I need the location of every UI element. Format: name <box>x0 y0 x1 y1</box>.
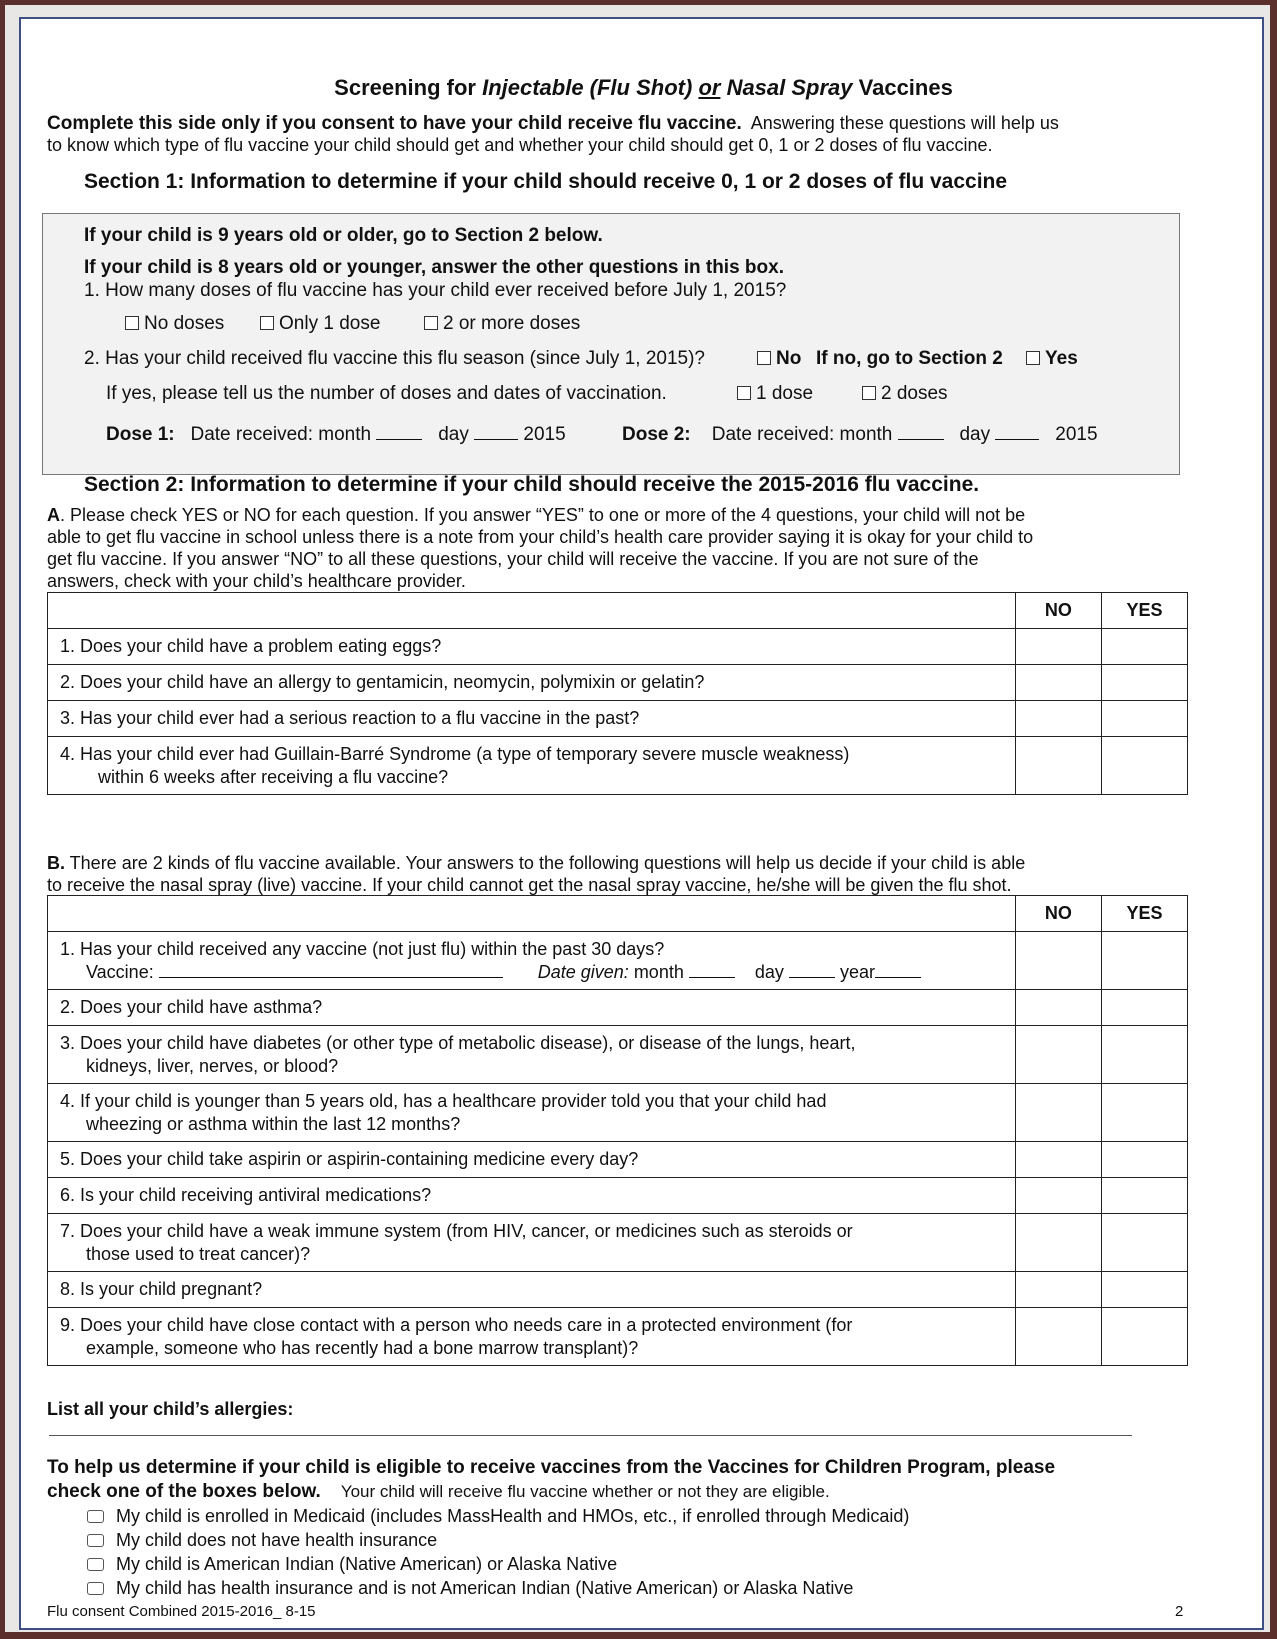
question-text: 2. Does your child have asthma? <box>48 990 1016 1026</box>
question-text: 2. Does your child have an allergy to gentamicin, neomycin, polymixin or gelatin? <box>48 665 1016 701</box>
checkbox-icon[interactable] <box>87 1510 104 1523</box>
table-row <box>48 665 1188 701</box>
date-given-day-field[interactable] <box>789 963 835 978</box>
vfc-option-no-insurance[interactable]: My child does not have health insurance <box>87 1530 437 1551</box>
question-text: 3. Does your child have diabetes (or other type of metabolic disease), or disease of the lungs, heart, kidneys, liver, nerves, or blood? <box>48 1026 1016 1084</box>
answer-no-cell[interactable] <box>1015 1026 1101 1084</box>
section-2-title: Section 2: Information to determine if your child should receive the 2015-2016 flu vaccine. <box>84 473 980 496</box>
table-row <box>48 1308 1188 1366</box>
vfc-heading-2: check one of the boxes below. Your child will receive flu vaccine whether or not they are eligible. <box>47 1481 830 1502</box>
question-text: 8. Is your child pregnant? <box>48 1272 1016 1308</box>
document-page <box>19 17 1264 1630</box>
answer-yes-cell[interactable] <box>1101 932 1187 990</box>
question-text: 5. Does your child take aspirin or aspirin-containing medicine every day? <box>48 1142 1016 1178</box>
answer-no-cell[interactable] <box>1015 1214 1101 1272</box>
question-text: 9. Does your child have close contact with a person who needs care in a protected environment (for example, someone who has recently had a bone marrow transplant)? <box>48 1308 1016 1366</box>
q2-yes-option[interactable]: Yes <box>1026 348 1078 370</box>
allergies-input-line[interactable] <box>49 1435 1132 1436</box>
vfc-heading-1: To help us determine if your child is eligible to receive vaccines from the Vaccines for Children Program, please <box>47 1457 1056 1478</box>
vaccine-name-field[interactable] <box>159 963 503 978</box>
dose-1-row: Dose 1: Date received: month day 2015 <box>106 424 566 445</box>
table-row <box>48 1084 1188 1142</box>
q1-option-only-1-dose[interactable]: Only 1 dose <box>260 313 380 335</box>
vfc-option-insured[interactable]: My child has health insurance and is not American Indian (Native American) or Alaska Native <box>87 1578 853 1599</box>
dose-2-row: Dose 2: Date received: month day 2015 <box>622 424 1098 445</box>
section-1-title: Section 1: Information to determine if your child should receive 0, 1 or 2 doses of flu vaccine <box>84 170 1008 193</box>
checkbox-icon[interactable] <box>862 386 876 400</box>
answer-no-cell[interactable] <box>1015 1308 1101 1366</box>
question-1-text: 1. How many doses of flu vaccine has your child ever received before July 1, 2015? <box>84 280 787 301</box>
table-row <box>48 932 1188 990</box>
footer-label: Flu consent Combined 2015-2016_ 8-15 <box>47 1603 316 1620</box>
question-text: 4. Has your child ever had Guillain-Barré Syndrome (a type of temporary severe muscle weakness) within 6 weeks after receiving a flu vaccine? <box>48 737 1016 795</box>
intro-line-2: to know which type of flu vaccine your child should get and whether your child should get 0, 1 or 2 doses of flu vaccine. <box>47 135 993 155</box>
part-a-text-4: answers, check with your child’s healthcare provider. <box>47 571 466 591</box>
question-text: 3. Has your child ever had a serious reaction to a flu vaccine in the past? <box>48 701 1016 737</box>
answer-no-cell[interactable] <box>1015 701 1101 737</box>
q2-no-option[interactable]: No <box>757 348 801 370</box>
header-blank <box>48 593 1016 629</box>
answer-no-cell[interactable] <box>1015 1142 1101 1178</box>
part-a-text-2: able to get flu vaccine in school unless there is a note from your child’s health care provider saying it is okay for your child to <box>47 527 1034 547</box>
dose2-month-field[interactable] <box>898 425 944 440</box>
checkbox-icon[interactable] <box>125 316 139 330</box>
answer-no-cell[interactable] <box>1015 737 1101 795</box>
answer-yes-cell[interactable] <box>1101 701 1187 737</box>
answer-no-cell[interactable] <box>1015 932 1101 990</box>
checkbox-icon[interactable] <box>737 386 751 400</box>
checkbox-icon[interactable] <box>424 316 438 330</box>
answer-yes-cell[interactable] <box>1101 629 1187 665</box>
answer-yes-cell[interactable] <box>1101 1178 1187 1214</box>
allergies-label: List all your child’s allergies: <box>47 1399 294 1419</box>
rule-9-older: If your child is 9 years old or older, go to Section 2 below. <box>84 225 603 246</box>
part-b-text-1: B. There are 2 kinds of flu vaccine available. Your answers to the following questions will help us decide if your child is able <box>47 853 1026 873</box>
header-no: NO <box>1015 593 1101 629</box>
question-text: 1. Does your child have a problem eating eggs? <box>48 629 1016 665</box>
dose1-month-field[interactable] <box>376 425 422 440</box>
q2-no-note: If no, go to Section 2 <box>816 348 1003 369</box>
table-row <box>48 990 1188 1026</box>
answer-no-cell[interactable] <box>1015 990 1101 1026</box>
table-row <box>48 737 1188 795</box>
answer-no-cell[interactable] <box>1015 629 1101 665</box>
table-b-header <box>48 896 1188 932</box>
question-text: 1. Has your child received any vaccine (not just flu) within the past 30 days? Vaccine: Date given: month day year <box>48 932 1016 990</box>
table-row <box>48 1178 1188 1214</box>
part-a-text-1: A. Please check YES or NO for each question. If you answer “YES” to one or more of the 4 questions, your child will not be <box>47 505 1026 525</box>
table-row <box>48 1272 1188 1308</box>
table-row <box>48 701 1188 737</box>
question-text: 4. If your child is younger than 5 years old, has a healthcare provider told you that your child had wheezing or asthma within the last 12 months? <box>48 1084 1016 1142</box>
dose1-day-field[interactable] <box>474 425 518 440</box>
vfc-option-medicaid[interactable]: My child is enrolled in Medicaid (includes MassHealth and HMOs, etc., if enrolled through Medicaid) <box>87 1506 909 1527</box>
header-blank <box>48 896 1016 932</box>
answer-no-cell[interactable] <box>1015 1272 1101 1308</box>
q2-2-doses-option[interactable]: 2 doses <box>862 383 948 405</box>
answer-no-cell[interactable] <box>1015 1084 1101 1142</box>
table-a-header <box>48 593 1188 629</box>
page-title: Screening for Injectable (Flu Shot) or Nasal Spray Vaccines <box>334 75 953 100</box>
page-number: 2 <box>1175 1603 1184 1620</box>
checkbox-icon[interactable] <box>757 351 771 365</box>
date-given-year-field[interactable] <box>875 963 921 978</box>
part-b-text-2: to receive the nasal spray (live) vaccine. If your child cannot get the nasal spray vaccine, he/she will be given the flu shot. <box>47 875 1012 895</box>
vfc-option-native[interactable]: My child is American Indian (Native American) or Alaska Native <box>87 1554 617 1575</box>
answer-no-cell[interactable] <box>1015 665 1101 701</box>
table-row <box>48 629 1188 665</box>
checkbox-icon[interactable] <box>87 1534 104 1547</box>
answer-yes-cell[interactable] <box>1101 1272 1187 1308</box>
page-frame <box>5 5 1270 1632</box>
question-text: 6. Is your child receiving antiviral medications? <box>48 1178 1016 1214</box>
question-text: 7. Does your child have a weak immune system (from HIV, cancer, or medicines such as steroids or those used to treat cancer)? <box>48 1214 1016 1272</box>
checkbox-icon[interactable] <box>260 316 274 330</box>
q2-1-dose-option[interactable]: 1 dose <box>737 383 813 405</box>
q1-option-no-doses[interactable]: No doses <box>125 313 224 335</box>
answer-yes-cell[interactable] <box>1101 1308 1187 1366</box>
answer-yes-cell[interactable] <box>1101 1142 1187 1178</box>
table-row <box>48 1026 1188 1084</box>
checkbox-icon[interactable] <box>87 1582 104 1595</box>
checkbox-icon[interactable] <box>1026 351 1040 365</box>
answer-yes-cell[interactable] <box>1101 1026 1187 1084</box>
part-a-text-3: get flu vaccine. If you answer “NO” to all these questions, your child will receive the vaccine. If you are not sure of the <box>47 549 979 569</box>
rule-8-younger: If your child is 8 years old or younger, answer the other questions in this box. <box>84 257 784 278</box>
q2-followup: If yes, please tell us the number of doses and dates of vaccination. <box>106 383 667 404</box>
table-a <box>47 592 1188 795</box>
intro-line-1: Complete this side only if you consent to have your child receive flu vaccine. Answering these questions will help us <box>47 113 1059 134</box>
table-row <box>48 1214 1188 1272</box>
answer-yes-cell[interactable] <box>1101 737 1187 795</box>
question-2-text: 2. Has your child received flu vaccine this flu season (since July 1, 2015)? <box>84 348 705 369</box>
answer-yes-cell[interactable] <box>1101 990 1187 1026</box>
answer-yes-cell[interactable] <box>1101 1084 1187 1142</box>
answer-yes-cell[interactable] <box>1101 1214 1187 1272</box>
header-yes: YES <box>1101 896 1187 932</box>
header-no: NO <box>1015 896 1101 932</box>
checkbox-icon[interactable] <box>87 1558 104 1571</box>
table-row <box>48 1142 1188 1178</box>
q1-option-2-or-more[interactable]: 2 or more doses <box>424 313 580 335</box>
table-b <box>47 895 1188 1366</box>
dose2-day-field[interactable] <box>995 425 1039 440</box>
answer-no-cell[interactable] <box>1015 1178 1101 1214</box>
header-yes: YES <box>1101 593 1187 629</box>
date-given-month-field[interactable] <box>689 963 735 978</box>
answer-yes-cell[interactable] <box>1101 665 1187 701</box>
